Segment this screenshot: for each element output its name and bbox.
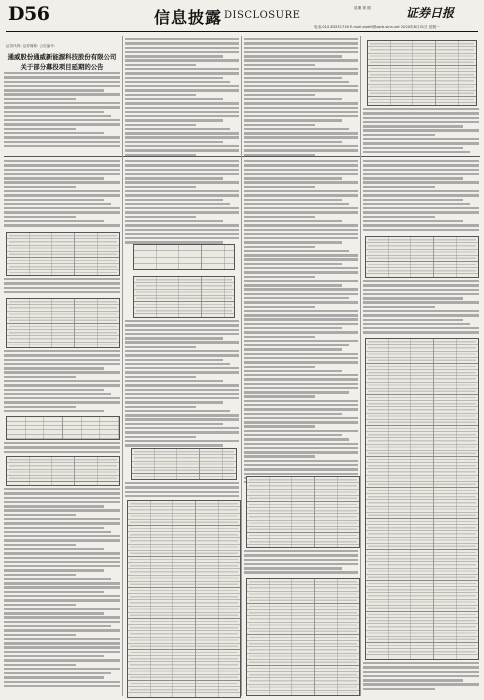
data-table (367, 40, 477, 106)
page-number: D56 (8, 3, 50, 25)
text-block (363, 280, 479, 336)
text-block (244, 38, 358, 158)
data-table (246, 476, 360, 548)
announcement-subtitle: 关于部分募投项目延期的公告 (20, 63, 104, 71)
newspaper-logo: 证券日报 (406, 6, 455, 20)
text-block (4, 72, 120, 149)
data-table (131, 448, 237, 480)
text-block (363, 108, 479, 155)
text-block (4, 442, 120, 455)
announcement-body (4, 36, 480, 696)
announcement-title: 通威股份通威新能源科技股份有限公司 (7, 53, 117, 61)
data-table (6, 456, 120, 486)
text-block (363, 160, 479, 233)
text-block (125, 482, 239, 499)
data-table (246, 578, 360, 696)
data-table (365, 236, 479, 278)
text-block (244, 550, 358, 576)
data-table (6, 232, 120, 276)
data-table (133, 244, 235, 270)
text-block (4, 488, 120, 689)
section-title: 信息披露 (154, 8, 223, 27)
text-block (4, 160, 120, 229)
column-divider (360, 36, 361, 696)
section-title-english: DISCLOSURE (224, 10, 301, 21)
text-block (4, 278, 120, 295)
column-divider (241, 36, 242, 696)
text-block (4, 350, 120, 414)
text-column-4 (363, 36, 479, 696)
text-block (363, 662, 479, 692)
stock-code-line: 证券代码: 证券简称: 公告编号: (6, 44, 56, 48)
text-column-3 (244, 36, 358, 696)
issue-info: 星期 第 期 (354, 6, 371, 10)
contact-line: 电话:010-83251716 E-mail:zqrb9@zqrb.sina.net 2020年8月31日 星期一 (314, 25, 440, 29)
column-divider (122, 36, 123, 696)
text-block (125, 160, 239, 246)
masthead-rule (6, 31, 478, 32)
text-block (125, 320, 239, 448)
announcement-header (6, 44, 118, 71)
text-block (244, 160, 358, 485)
data-table (6, 416, 120, 440)
data-table (6, 298, 120, 348)
masthead (6, 3, 478, 33)
text-block (125, 38, 239, 158)
text-column-1 (4, 36, 120, 696)
text-column-2 (125, 36, 239, 696)
data-table (127, 500, 241, 698)
data-table (365, 338, 479, 660)
data-table (133, 276, 235, 318)
